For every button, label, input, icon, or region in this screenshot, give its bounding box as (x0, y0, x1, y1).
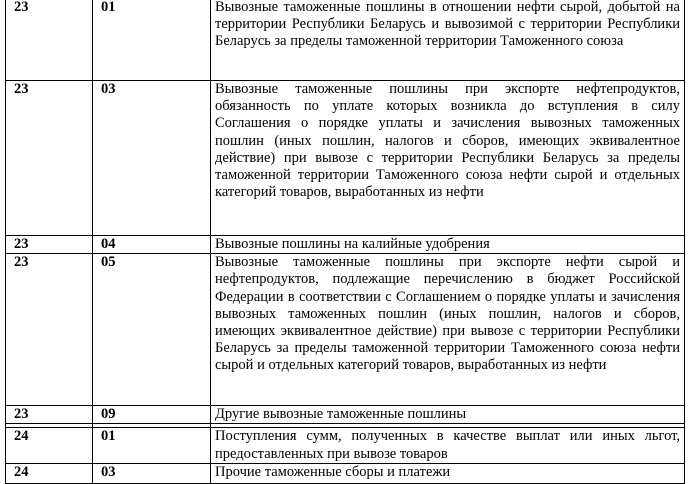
description-cell: Вывозные пошлины на калийные удобрения (211, 236, 685, 254)
group-code-cell: 23 (6, 254, 93, 406)
subgroup-code-cell: 05 (93, 254, 211, 406)
table-row (6, 81, 685, 236)
group-code-cell: 24 (6, 463, 93, 483)
group-code-cell: 23 (6, 81, 93, 236)
table-row (6, 406, 685, 424)
table-row (6, 236, 685, 254)
subgroup-code-cell: 04 (93, 236, 211, 254)
description-cell: Вывозные таможенные пошлины при экспорте нефти сырой и нефтепродуктов, подлежащие перечислению в бюджет Российской Федерации в соответствии с Соглашением о порядке уплаты и зачисления вывозных таможенных пошлин (иных пошлин, налогов и сборов, имеющих эквивалентное действие) при вывозе с территории Республики Беларусь за пределы таможенной территории Таможенного союза нефти сырой и отдельных категорий товаров, выработанных из нефти (211, 254, 685, 406)
subgroup-code-cell: 09 (93, 406, 211, 424)
subgroup-code-cell: 03 (93, 463, 211, 483)
budget-classification-table (5, 0, 685, 484)
description-cell: Вывозные таможенные пошлины в отношении нефти сырой, добытой на территории Республики Беларусь и вывозимой с территории Республики Беларусь за пределы таможенной территории Таможенного союза (211, 0, 685, 81)
table-row (6, 254, 685, 406)
subgroup-code-cell: 01 (93, 428, 211, 463)
table-row (6, 463, 685, 483)
description-cell: Поступления сумм, полученных в качестве выплат или иных льгот, предоставленных при вывозе товаров (211, 428, 685, 463)
description-cell: Другие вывозные таможенные пошлины (211, 406, 685, 424)
group-code-cell: 23 (6, 236, 93, 254)
description-cell: Вывозные таможенные пошлины при экспорте нефтепродуктов, обязанность по уплате которых возникла до вступления в силу Соглашения о порядке уплаты и зачисления вывозных таможенных пошлин (иных пошлин, налогов и сборов, имеющих эквивалентное действие) при вывозе с территории Республики Беларусь за пределы таможенной территории Таможенного союза нефти сырой и отдельных категорий товаров, выработанных из нефти (211, 81, 685, 236)
subgroup-code-cell: 03 (93, 81, 211, 236)
description-cell: Прочие таможенные сборы и платежи (211, 463, 685, 483)
group-code-cell: 23 (6, 0, 93, 81)
subgroup-code-cell: 01 (93, 0, 211, 81)
table-row (6, 0, 685, 81)
group-code-cell: 24 (6, 428, 93, 463)
group-code-cell: 23 (6, 406, 93, 424)
table-row (6, 428, 685, 463)
